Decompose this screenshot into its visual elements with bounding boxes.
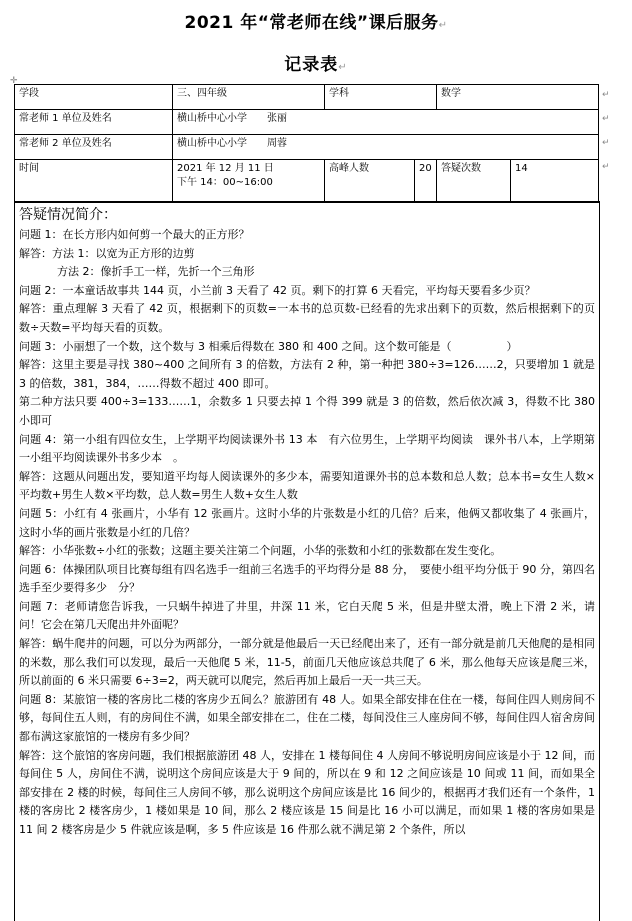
teacher1-value: 横山桥中心小学 张丽 (173, 110, 599, 135)
list-item: 解答：这题从问题出发，要知道平均每人阅读课外的多少本，需要知道课外书的总本数和总人数；总本书=女生人数×平均数+男生人数×平均数，总人数=男生人数+女生人数 (19, 469, 595, 502)
answers-value: 14 (511, 160, 599, 203)
list-item: 解答：小华张数÷小红的张数；这题主要关注第二个问题，小华的张数和小红的张数都在发生变化。 (19, 544, 502, 558)
teacher2-label: 常老师 2 单位及姓名 (15, 135, 173, 160)
time-date: 2021 年 12 月 11 日 (177, 163, 274, 174)
teacher2-value: 横山桥中心小学 周蓉 (173, 135, 599, 160)
time-label: 时间 (15, 160, 173, 203)
answers-label: 答疑次数 (437, 160, 511, 203)
list-item: 解答：方法 1：以宽为正方形的边剪 (19, 246, 195, 260)
peak-value: 20 (415, 160, 437, 203)
paragraph-mark-icon: ↵ (438, 20, 448, 31)
row-end-mark-icon: ↵ (602, 138, 610, 148)
list-item: 问题 3：小丽想了一个数，这个数与 3 相乘后得数在 380 和 400 之间。这个数可能是（ ） (19, 339, 518, 353)
list-item: 解答：这个旅馆的客房问题，我们根据旅游团 48 人，安排在 1 楼每间住 4 人房间不够说明房间应该是小于 12 间，而每间住 5 人，房间住不满，说明这个房间应该是大于 9 间的，所以在 9 和 12 之间应该是 10 间或 11 间，而如果全部安排在 2 楼的时候，每间住三人房间不够，那么说明这个房间应该是比 16 间少的，根据再才我们还有一个条件，1 楼的客房比 2 楼客房少，1 楼如果是 10 间，那么 2 楼应该是 15 间是比 16 小可以满足，而如果 1 楼的客房如果是 11 间 2 楼客房是少 5 件就应该是啊，多 5 件应该是 16 件那么就不满足第 2 个条件，所以 (19, 748, 595, 836)
table-row (15, 135, 599, 160)
subject-label: 学科 (325, 85, 437, 110)
table-row (15, 85, 599, 110)
list-item: 解答：重点理解 3 天看了 42 页，根据剩下的页数=一本书的总页数-已经看的先求出剩下的页数，然后根据剩下的页数÷天数=平均每天看的页数。 (19, 302, 595, 334)
list-item: 第二种方法只要 400÷3=133……1，余数多 1 只要去掉 1 个得 399 就是 3 的倍数，然后依次减 3，得数不比 380 小即可 (19, 395, 595, 427)
grade-label: 学段 (15, 85, 173, 110)
subtitle-text: 记录表 (284, 55, 339, 75)
grade-value: 三、四年级 (173, 85, 325, 110)
row-end-mark-icon: ↵ (602, 114, 610, 124)
subject-value: 数学 (437, 85, 599, 110)
page-title (0, 8, 632, 33)
paragraph-mark-icon: ↵ (338, 62, 348, 73)
list-item: 问题 7：老师请您告诉我，一只蜗牛掉进了井里，井深 11 米，它白天爬 5 米，但是井壁太滑，晚上下滑 2 米，请问！它会在第几天爬出井外面呢？ (19, 599, 595, 632)
list-item: 问题 8：某旅馆一楼的客房比二楼的客房少五间么？旅游团有 48 人。如果全部安排在住在一楼，每间住四人则房间不够，每间住五人则，有的房间住不满，如果全部安排在二，住在二楼，每间没住三人座房间不够，每间住四人宿舍房间都布满这家旅馆的一楼房有多少间？ (19, 692, 595, 744)
row-end-mark-icon: ↵ (602, 90, 610, 100)
row-end-mark-icon: ↵ (602, 162, 610, 172)
list-item: 解答：这里主要是寻找 380~400 之间所有 3 的倍数，方法有 2 种，第一种把 380÷3=126……2，只要增加 1 就是 3 的倍数，381，384，……得数不超过 400 即可。 (19, 358, 595, 390)
list-item: 问题 5：小红有 4 张画片，小华有 12 张画片。这时小华的片张数是小红的几倍？后来，他俩又都收集了 4 张画片，这时小华的画片张数是小红的几倍？ (19, 506, 595, 539)
qa-section (14, 201, 600, 921)
time-value (173, 160, 325, 203)
info-table (14, 84, 599, 203)
list-item: 问题 2：一本童话故事共 144 页，小兰前 3 天看了 42 页。剩下的打算 6 天看完，平均每天要看多少页？ (19, 283, 536, 297)
title-text: 2021 年“常老师在线”课后服务 (184, 13, 439, 33)
qa-title: 答疑情况简介： (19, 207, 117, 223)
list-item: 问题 6：体操团队项目比赛每组有四名选手一组前三名选手的平均得分是 88 分， 要使小组平均分低于 90 分，第四名选手至少要得多少 分？ (19, 562, 595, 595)
table-row (15, 160, 599, 203)
peak-label: 高峰人数 (325, 160, 415, 203)
list-item: 解答：蜗牛爬井的问题，可以分为两部分，一部分就是他最后一天已经爬出来了，还有一部分就是前几天他爬的是相同的米数，那么我们可以发现，最后一天他爬 5 米，11-5，前面几天他应该总共爬了 6 米，那么他每天应该是爬三米，所以前面的 6 米只需要 6÷3=2，两天就可以爬完，然后再加上最后一天一共三天。 (19, 637, 595, 688)
list-item: 问题 1：在长方形内如何剪一个最大的正方形？ (19, 228, 250, 241)
teacher1-label: 常老师 1 单位及姓名 (15, 110, 173, 135)
time-range: 下午 14：00~16:00 (177, 177, 273, 188)
table-corner-marker-icon: ✛ (10, 76, 18, 86)
table-row (15, 110, 599, 135)
list-item: 问题 4：第一小组有四位女生，上学期平均阅读课外书 13 本 有六位男生，上学期平均阅读 课外书八本，上学期第一小组平均阅读课外书多少本 。 (19, 432, 595, 465)
list-item: 方法 2：像折手工一样，先折一个三角形 (57, 265, 255, 279)
page-subtitle (0, 50, 632, 75)
